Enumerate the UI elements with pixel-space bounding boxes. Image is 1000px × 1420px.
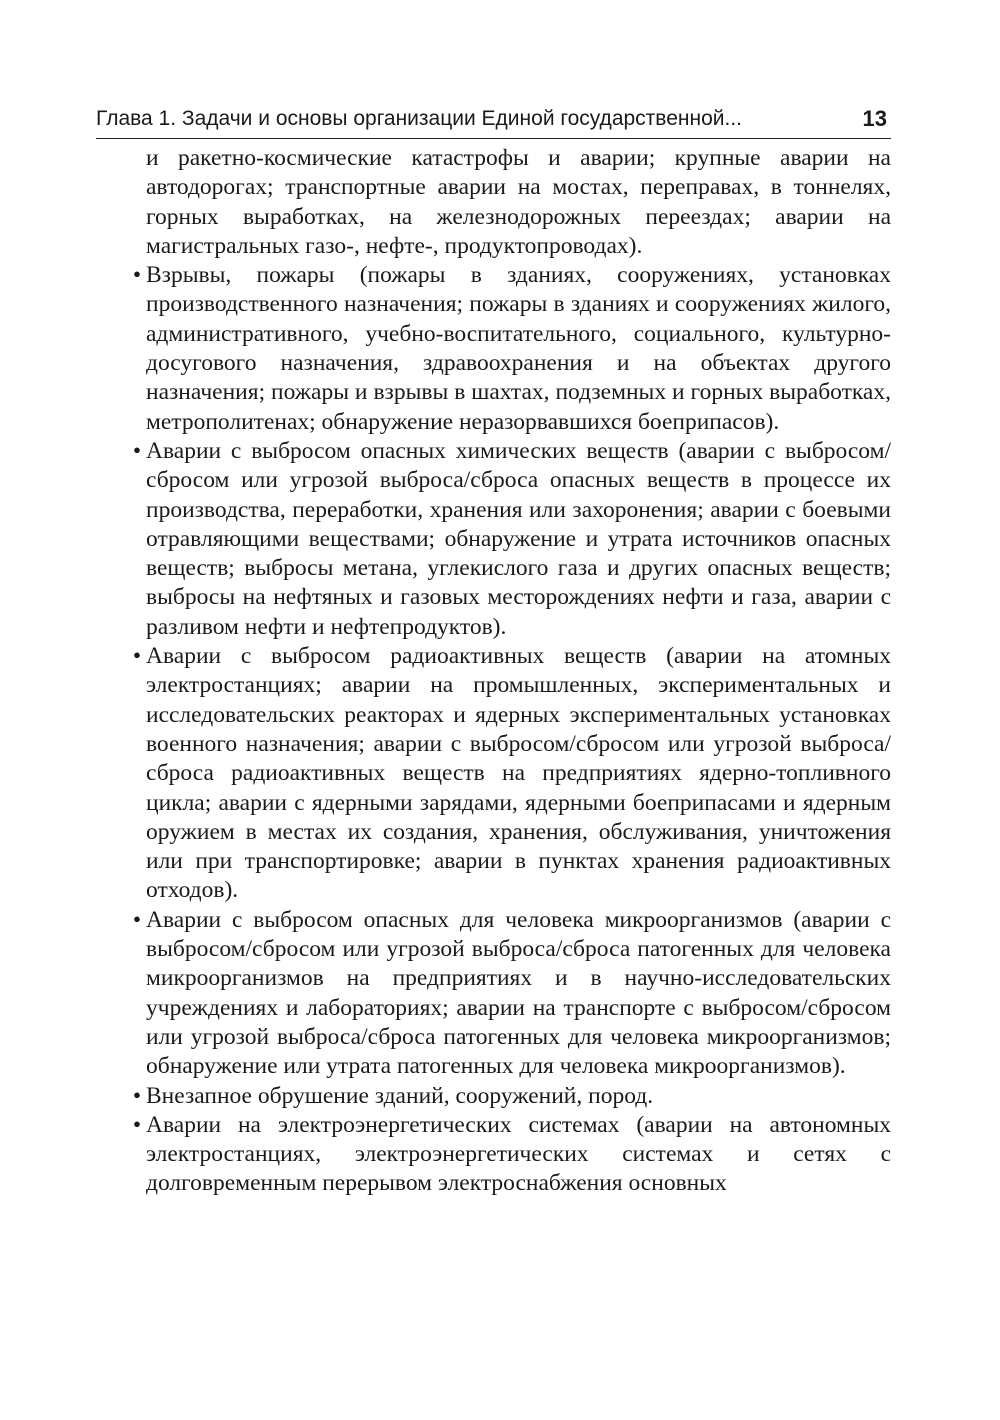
bullet-icon: •: [132, 1111, 142, 1138]
list-item-text: Взрывы, пожары (пожары в зданиях, сооружениях, установках производственного назначения; пожары в зданиях и сооружениях жилого, административного, учебно-воспитательного, социального, культурно-досугового назначения, здравоохранения и на объектах другого назначения; пожары и взрывы в шахтах, подземных и горных выработках, метрополитенах; обнаружение неразорвавшихся боеприпасов).: [146, 262, 891, 435]
chapter-title: Глава 1. Задачи и основы организации Единой государственной...: [96, 107, 742, 130]
page-body: [0, 144, 1000, 1199]
list-item: [132, 906, 891, 1082]
list-item: [132, 1082, 891, 1111]
list-item-text: Внезапное обрушение зданий, сооружений, пород.: [146, 1082, 654, 1109]
bullet-icon: •: [132, 437, 142, 464]
list-item-text: Аварии с выбросом опасных для человека микроорганизмов (аварии с выбросом/сбросом или угрозой выброса/сброса патогенных для человека микроорганизмов на предприятиях и в научно-исследовательских учреждениях и лабораториях; аварии на транспорте с выбросом/сбросом или угрозой выброса/сброса патогенных для человека микроорганизмов; обнаружение или утрата патогенных для человека микроорганизмов).: [146, 906, 891, 1080]
bullet-icon: •: [132, 1082, 142, 1109]
continued-paragraph: и ракетно-космические катастрофы и аварии; крупные аварии на автодорогах; транспортные аварии на мостах, переправах, в тоннелях, горных выработках, на железнодорожных переездах; аварии на магистральных газо-, нефте-, продуктопроводах).: [146, 145, 891, 259]
page-number: 13: [862, 106, 887, 131]
bullet-icon: •: [132, 906, 142, 933]
list-item-text: Аварии с выбросом радиоактивных веществ (аварии на атомных электростанциях; аварии на промышленных, экспериментальных и исследовательских реакторах и ядерных экспериментальных установках военного назначения; аварии с выбросом/сбросом или угрозой выброса/сброса радиоактивных веществ на предприятиях ядерно-топливного цикла; аварии с ядерными зарядами, ядерными боеприпасами и ядерным оружием в местах их создания, хранения, обслуживания, уничтожения или при транспортировке; аварии в пунктах хранения радиоактивных отходов).: [146, 643, 891, 904]
running-header: [96, 104, 891, 139]
list-item-text: Аварии на электроэнергетических системах (аварии на автономных электростанциях, электроэнергетических системах и сетях с долговременным перерывом электроснабжения основных: [146, 1111, 891, 1197]
list-item: [132, 437, 891, 642]
list-item: [132, 261, 891, 437]
bullet-icon: •: [132, 643, 142, 670]
bullet-icon: •: [132, 262, 142, 289]
list-item-text: Аварии с выбросом опасных химических веществ (аварии с выбросом/сбросом или угрозой выброса/сброса опасных веществ в процессе их производства, переработки, хранения или захоронения; аварии с боевыми отравляющими веществами; обнаружение и утрата источников опасных веществ; выбросы метана, углекислого газа и других опасных веществ; выбросы на нефтяных и газовых месторождениях нефти и газа, аварии с разливом нефти и нефтепродуктов).: [146, 437, 891, 640]
list-item: [132, 1111, 891, 1199]
list-item: [132, 642, 891, 906]
